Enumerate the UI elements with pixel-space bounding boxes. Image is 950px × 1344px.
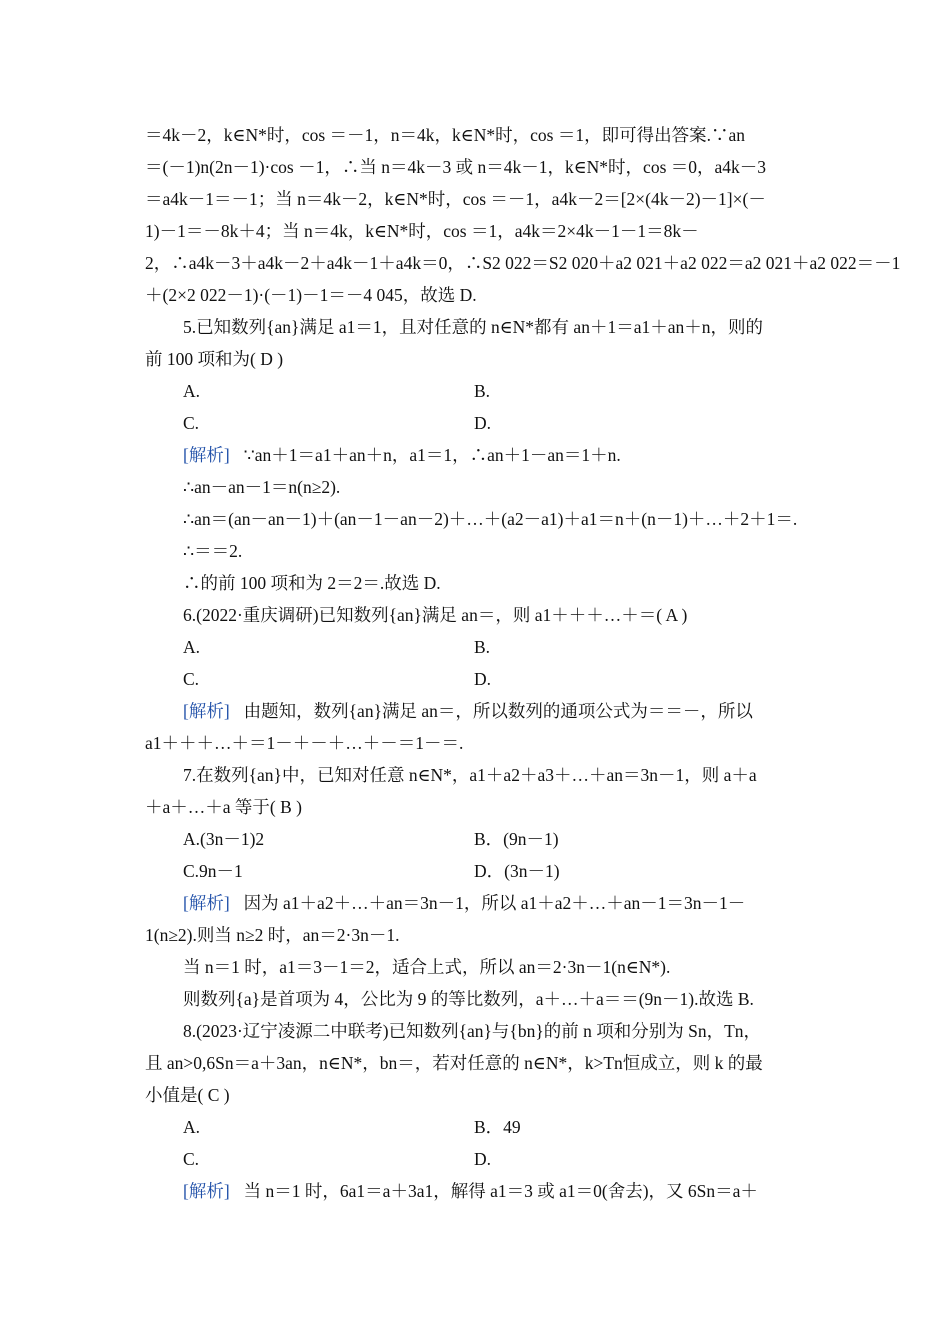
q5-option-d: D. <box>474 413 492 433</box>
text-line: 2，∴a4k－3＋a4k－2＋a4k－1＋a4k＝0，∴S2 022＝S2 020＋a2 021＋a2 022＝a2 021＋a2 022＝－1 <box>145 253 901 273</box>
q5-solution-line <box>183 444 807 466</box>
solution-text: 由题知，数列{an}满足 an＝，所以数列的通项公式为＝＝－，所以 <box>243 701 753 721</box>
q6-solution-line: a1＋＋＋…＋＝1－＋－＋…＋－＝1－＝. <box>145 733 464 753</box>
question-7-stem-cont: ＋a＋…＋a 等于( B ) <box>145 797 302 817</box>
solution-tag: [解析] <box>183 445 230 465</box>
question-7-stem: 7.在数列{an}中，已知对任意 n∈N*，a1＋a2＋a3＋…＋an＝3n－1，则 a＋a <box>183 765 757 785</box>
q6-option-d: D. <box>474 669 492 689</box>
q6-option-c: C. <box>183 669 200 689</box>
solution-tag: [解析] <box>183 1181 230 1201</box>
q5-option-b: B. <box>474 381 491 401</box>
q7-option-b: B．(9n－1) <box>474 829 559 849</box>
q6-option-a: A. <box>183 637 201 657</box>
text-line: ＝4k－2，k∈N*时，cos ＝－1，n＝4k，k∈N*时，cos ＝1，即可得出答案.∵an <box>145 125 745 145</box>
q7-solution-line: 则数列{a}是首项为 4，公比为 9 的等比数列，a＋…＋a＝＝(9n－1).故选 B. <box>183 989 754 1009</box>
q7-solution-line: 当 n＝1 时，a1＝3－1＝2，适合上式，所以 an＝2·3n－1(n∈N*). <box>183 957 671 977</box>
solution-text: 当 n＝1 时，6a1＝a＋3a1，解得 a1＝3 或 a1＝0(舍去)，又 6Sn＝a＋ <box>243 1181 758 1201</box>
q7-option-a: A.(3n－1)2 <box>183 829 265 849</box>
question-5-stem-cont: 前 100 项和为( D ) <box>145 349 284 369</box>
text-line: ＝(－1)n(2n－1)·cos －1，∴当 n＝4k－3 或 n＝4k－1，k∈N*时，cos ＝0，a4k－3 <box>145 157 767 177</box>
q7-option-c: C.9n－1 <box>183 861 243 881</box>
q8-option-d: D. <box>474 1149 492 1169</box>
q6-option-b: B. <box>474 637 491 657</box>
q5-solution-line: ∴的前 100 项和为 2＝2＝.故选 D. <box>183 573 441 593</box>
q6-solution-line <box>183 700 807 722</box>
q5-solution-line: ∴an＝(an－an－1)＋(an－1－an－2)＋…＋(a2－a1)＋a1＝n＋(n－1)＋…＋2＋1＝. <box>183 509 798 529</box>
solution-text: ∵an＋1＝a1＋an＋n，a1＝1，∴an＋1－an＝1＋n. <box>243 445 621 465</box>
solution-tag: [解析] <box>183 701 230 721</box>
q5-solution-line: ∴＝＝2. <box>183 541 243 561</box>
text-line: 1)－1＝－8k＋4；当 n＝4k，k∈N*时，cos ＝1，a4k＝2×4k－1－1＝8k－ <box>145 221 699 241</box>
question-8-stem-cont: 且 an>0,6Sn＝a＋3an，n∈N*，bn＝，若对任意的 n∈N*，k>Tn恒成立，则 k 的最 <box>145 1053 763 1073</box>
solution-text: 因为 a1＋a2＋…＋an＝3n－1，所以 a1＋a2＋…＋an－1＝3n－1－ <box>243 893 746 913</box>
question-8-stem: 8.(2023·辽宁凌源二中联考)已知数列{an}与{bn}的前 n 项和分别为 Sn，Tn， <box>183 1021 762 1041</box>
q5-option-a: A. <box>183 381 201 401</box>
q8-solution-line <box>183 1180 807 1202</box>
q7-solution-line: 1(n≥2).则当 n≥2 时，an＝2·3n－1. <box>145 925 400 945</box>
q8-option-b: B．49 <box>474 1117 521 1137</box>
q5-option-c: C. <box>183 413 200 433</box>
q7-option-d: D．(3n－1) <box>474 861 560 881</box>
text-line: ＝a4k－1＝－1；当 n＝4k－2，k∈N*时，cos ＝－1，a4k－2＝[2×(4k－2)－1]×(－ <box>145 189 766 209</box>
question-8-stem-cont: 小值是( C ) <box>145 1085 230 1105</box>
q5-solution-line: ∴an－an－1＝n(n≥2). <box>183 477 341 497</box>
q7-solution-line <box>183 892 807 914</box>
solution-tag: [解析] <box>183 893 230 913</box>
text-line: ＋(2×2 022－1)·(－1)－1＝－4 045，故选 D. <box>145 285 477 305</box>
q8-option-c: C. <box>183 1149 200 1169</box>
question-6-stem: 6.(2022·重庆调研)已知数列{an}满足 an＝，则 a1＋＋＋…＋＝( A ) <box>183 605 688 625</box>
question-5-stem: 5.已知数列{an}满足 a1＝1，且对任意的 n∈N*都有 an＋1＝a1＋an＋n，则的 <box>183 317 763 337</box>
q8-option-a: A. <box>183 1117 201 1137</box>
